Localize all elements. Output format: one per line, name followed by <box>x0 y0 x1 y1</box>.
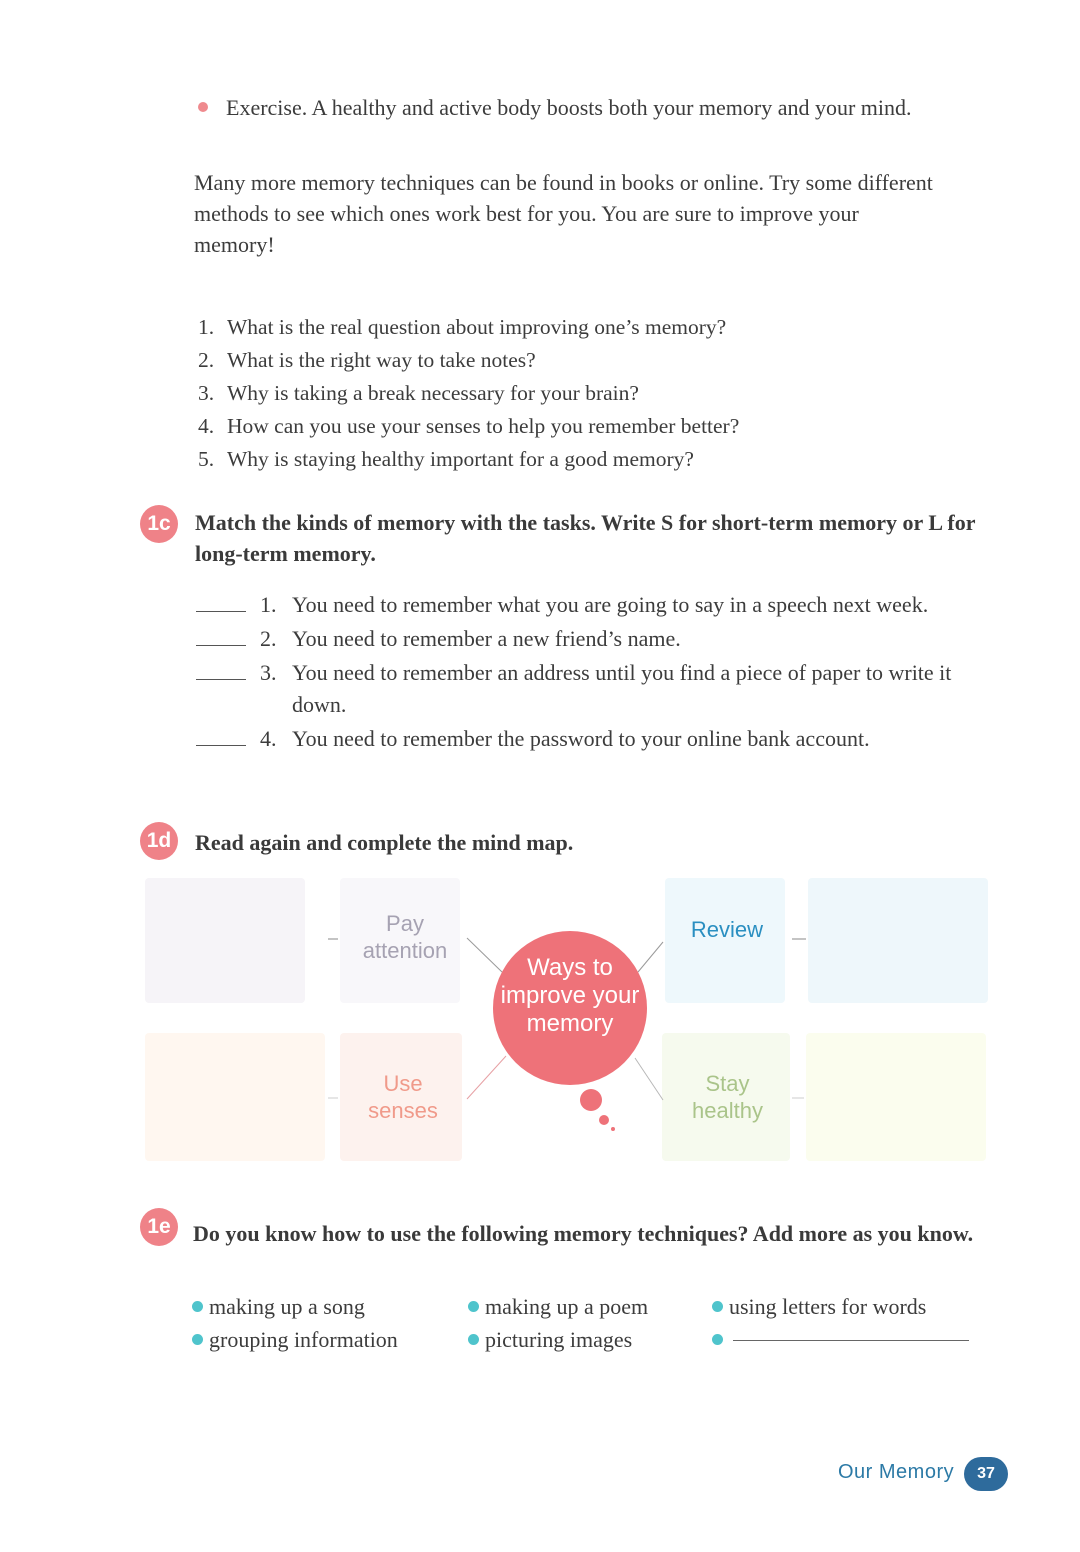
answer-blank[interactable] <box>733 1340 969 1341</box>
item-number: 2. <box>260 626 277 651</box>
item-text: You need to remember the password to your online bank account. <box>292 726 870 751</box>
bullet-dot-icon <box>468 1301 479 1312</box>
branch-review: Review <box>690 917 764 942</box>
list-item <box>194 589 984 621</box>
exercise-title: Match the kinds of memory with the tasks. Write S for short-term memory or L for long-term memory. <box>195 510 976 566</box>
bullet-dot-icon <box>192 1301 203 1312</box>
exercise-1e-header <box>140 1208 1000 1280</box>
footer-unit-title: Our Memory <box>838 1461 955 1483</box>
technique-text: picturing images <box>485 1327 633 1352</box>
answer-blank[interactable] <box>196 745 246 746</box>
technique-text: grouping information <box>209 1327 398 1352</box>
bullet-dot-icon <box>712 1301 723 1312</box>
technique-text: making up a song <box>209 1294 365 1319</box>
list-item <box>194 657 984 721</box>
connector-line <box>635 1058 663 1100</box>
mind-map <box>140 868 990 1168</box>
question-number: 1. <box>198 315 215 339</box>
item-number: 3. <box>260 660 277 685</box>
question-text: What is the real question about improving one’s memory? <box>227 315 727 339</box>
list-item <box>198 344 918 377</box>
exercise-1c-header <box>140 505 1000 575</box>
technique-text: making up a poem <box>485 1294 649 1319</box>
question-number: 2. <box>198 348 215 372</box>
item-text: You need to remember a new friend’s name. <box>292 626 681 651</box>
item-number: 1. <box>260 592 277 617</box>
list-item <box>198 377 918 410</box>
bullet-dot-icon <box>198 102 208 112</box>
technique-text: using letters for words <box>729 1294 927 1319</box>
list-item <box>198 311 918 344</box>
list-item <box>194 723 984 755</box>
connector-line <box>467 1056 506 1099</box>
closing-paragraph: Many more memory techniques can be found in books or online. Try some different methods to see which ones work best for you. You are sure to improve your memory! <box>194 170 933 257</box>
question-text: Why is taking a break necessary for your brain? <box>227 381 639 405</box>
question-list <box>198 311 918 476</box>
question-number: 4. <box>198 414 215 438</box>
exercise-1d-header <box>140 822 1000 862</box>
list-item <box>468 1324 632 1356</box>
page-number-badge: 37 <box>964 1457 1008 1491</box>
list-item <box>194 623 984 655</box>
exercise-badge: 1d <box>140 822 178 860</box>
question-text: What is the right way to take notes? <box>227 348 536 372</box>
branch-stay-healthy: Stay healthy <box>692 1071 763 1123</box>
bullet-dot-icon <box>192 1334 203 1345</box>
question-text: Why is staying healthy important for a good memory? <box>227 447 694 471</box>
answer-blank[interactable] <box>196 679 246 680</box>
item-text: You need to remember an address until you find a piece of paper to write it down. <box>292 660 952 717</box>
exercise-bullet-text: Exercise. A healthy and active body boosts both your memory and your mind. <box>226 95 912 120</box>
list-item <box>192 1324 398 1356</box>
list-item <box>712 1291 926 1323</box>
bullet-dot-icon <box>468 1334 479 1345</box>
question-number: 3. <box>198 381 215 405</box>
list-item <box>198 443 918 476</box>
exercise-badge: 1e <box>140 1208 178 1246</box>
branch-use-senses: Use senses <box>368 1071 438 1123</box>
exercise-bullet <box>198 92 958 123</box>
list-item <box>198 410 918 443</box>
thought-bubble-small <box>599 1115 609 1125</box>
list-item <box>192 1291 365 1323</box>
branch-pay-attention: Pay attention <box>362 911 448 963</box>
list-item <box>468 1291 648 1323</box>
thought-bubble-tiny <box>611 1127 615 1131</box>
mind-map-center-text: Ways to improve your memory <box>500 954 640 1037</box>
item-text: You need to remember what you are going to say in a speech next week. <box>292 592 929 617</box>
item-number: 4. <box>260 726 277 751</box>
exercise-badge: 1c <box>140 505 178 543</box>
answer-blank[interactable] <box>196 611 246 612</box>
answer-blank[interactable] <box>196 645 246 646</box>
exercise-title: Do you know how to use the following memory techniques? Add more as you know. <box>193 1221 974 1246</box>
list-item <box>712 1324 969 1356</box>
matching-list <box>194 589 984 757</box>
thought-bubble-large <box>580 1089 602 1111</box>
exercise-title: Read again and complete the mind map. <box>195 830 574 855</box>
bullet-dot-icon <box>712 1334 723 1345</box>
question-text: How can you use your senses to help you remember better? <box>227 414 740 438</box>
question-number: 5. <box>198 447 215 471</box>
